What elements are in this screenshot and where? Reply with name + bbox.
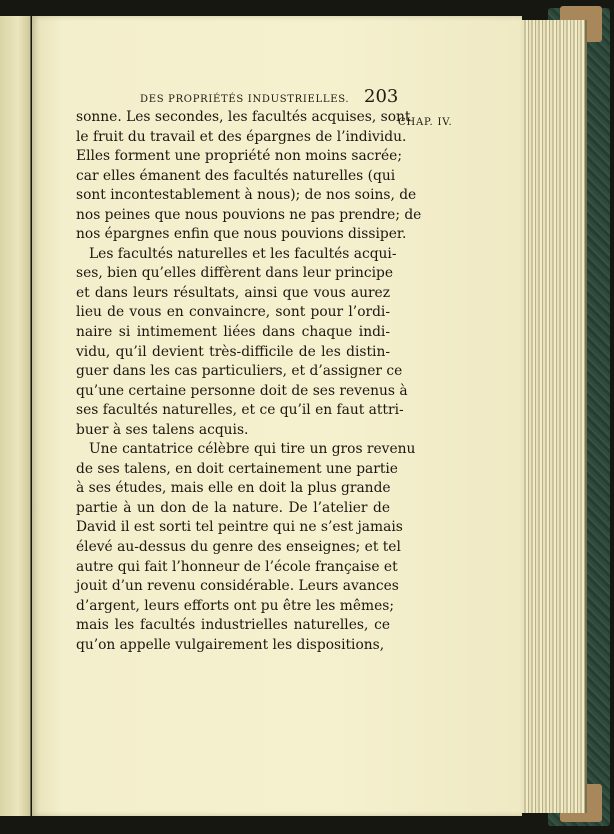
text-line: le fruit du travail et des épargnes de l’individu. — [76, 128, 407, 145]
text-line: nos peines que nous pouvions ne pas prendre; de — [76, 206, 422, 223]
text-line: autre qui fait l’honneur de l’école française et — [76, 558, 398, 575]
page-block-edges — [517, 20, 587, 813]
running-head: DES PROPRIÉTÉS INDUSTRIELLES. — [140, 94, 350, 105]
page-number: 203 — [364, 86, 399, 107]
text-line: car elles émanent des facultés naturelles (qui — [76, 167, 396, 184]
text-line: de ses talens, en doit certainement une partie — [76, 460, 398, 477]
text-line: mais les facultés industrielles naturelles, ce — [76, 617, 390, 634]
text-line: buer à ses talens acquis. — [76, 421, 249, 438]
text-line: qu’on appelle vulgairement les dispositions, — [76, 636, 385, 653]
text-line: élevé au-dessus du genre des enseignes; et tel — [76, 539, 401, 556]
text-line: guer dans les cas particuliers, et d’assigner ce — [76, 363, 403, 380]
text-line: Elles forment une propriété non moins sacrée; — [76, 148, 402, 165]
text-line: sont incontestablement à nous); de nos soins, de — [76, 187, 417, 204]
text-line: qu’une certaine personne doit de ses revenus à — [76, 382, 408, 399]
text-line: Une cantatrice célèbre qui tire un gros revenu — [89, 441, 416, 458]
text-line: à ses études, mais elle en doit la plus grande — [76, 480, 391, 497]
chapter-margin-note: CHAP. IV. — [398, 117, 453, 128]
text-line: jouit d’un revenu considérable. Leurs avances — [76, 578, 399, 595]
text-line: partie à un don de la nature. De l’atelier de — [76, 499, 390, 516]
text-line: lieu de vous en convaincre, sont pour l’ordi- — [76, 304, 390, 321]
text-line: ses, bien qu’elles diffèrent dans leur principe — [76, 265, 394, 282]
text-line: d’argent, leurs efforts ont pu être les mêmes; — [76, 597, 394, 614]
facing-page-edge — [0, 16, 31, 816]
text-line: vidu, qu’il devient très-difficile de les distin- — [76, 343, 390, 360]
text-line: naire si intimement liées dans chaque indi- — [76, 324, 390, 341]
text-line: Les facultés naturelles et les facultés acqui- — [89, 245, 397, 262]
text-line: nos épargnes enfin que nous pouvions dissiper. — [76, 226, 407, 243]
text-line: David il est sorti tel peintre qui ne s’est jamais — [76, 519, 403, 536]
text-line: sonne. Les secondes, les facultés acquises, sont — [76, 109, 411, 125]
text-line: ses facultés naturelles, et ce qu’il en faut attri- — [76, 402, 404, 419]
text-line: et dans leurs résultats, ainsi que vous aurez — [76, 284, 390, 301]
body-text — [76, 108, 422, 655]
